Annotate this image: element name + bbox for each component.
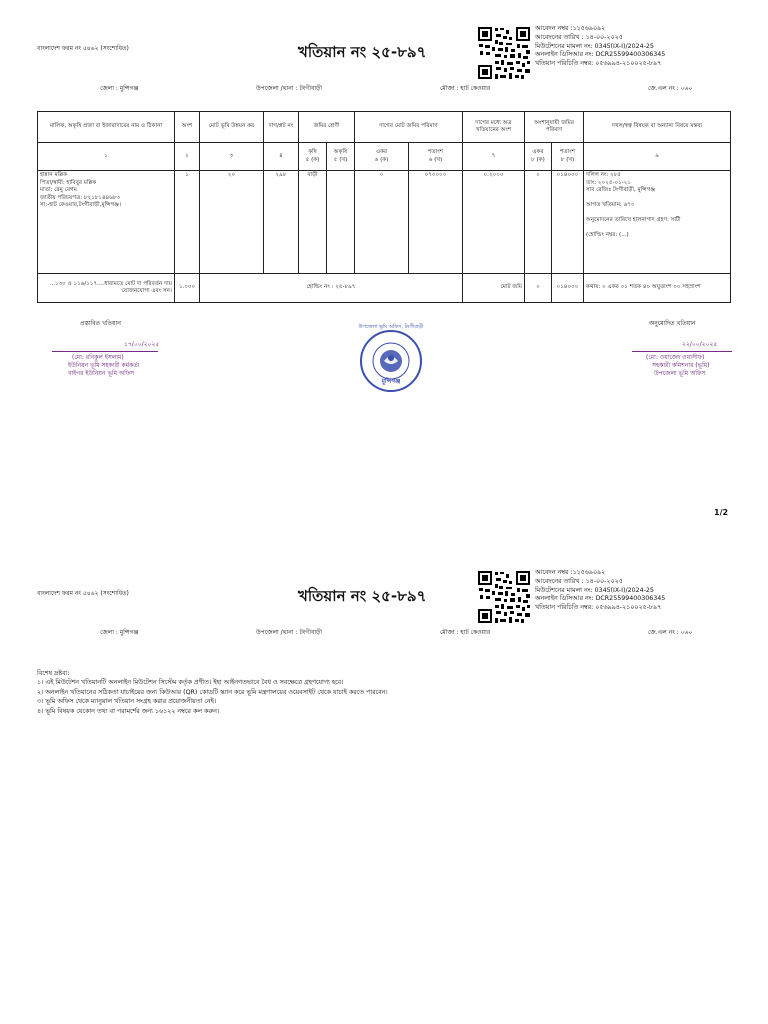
online-dcr-number: অনলাইন ডিসিআর নং: DCR25599400306345: [535, 51, 666, 59]
header-land-amount: অংশানুযায়ী জমির পরিমাণ: [525, 112, 584, 143]
table-footer-row: [38, 274, 731, 303]
sub-ekar-a: একর ৬ (ক): [355, 143, 409, 171]
note-item: ৪। ভূমি বিষয়ক যেকোন তথ্য বা পরামর্শের জন্য ১৬১২২ নম্বরে কল করুন।: [37, 707, 220, 715]
row-plot: ২৯৮: [264, 171, 299, 274]
header-owner: মালিক, অকৃষি প্রজা বা ইজারাদারের নাম ও ঠিকানা: [38, 112, 175, 143]
table-row: [38, 171, 731, 274]
footer-shotangsho: ০১৪০০০: [552, 274, 584, 303]
application-meta: [535, 25, 665, 69]
form-number-page2: বাংলাদেশ ফরম নং ৫৪৬২ (সংশোধিত): [37, 590, 129, 597]
upazila-page2: উপজেলা /থানা : টংগীবাড়ী: [256, 629, 323, 636]
header-land-class: জমির শ্রেণী: [299, 112, 355, 143]
note-item: ১। এই মিউটেশন খতিয়ানটি অনলাইন মিউটেশন সিস্টেম কর্তৃক প্রণীত। ইহা আইনগতভাবে বৈধ ও সবক্ষেত্রে গ্রহণযোগ্য হবে।: [37, 679, 344, 687]
application-date: আবেদনের তারিখ : ১৪-০০-২০২৫: [535, 33, 623, 41]
seal-arc-text: উপজেলা ভূমি অফিস, টংগীবাড়ী: [358, 324, 424, 330]
jl-number: জে.এল নং : ০৬০: [648, 85, 693, 92]
seal-bottom-text: মুন্সিগঞ্জ: [381, 378, 401, 385]
form-number: বাংলাদেশ ফরম নং ৫৪৬২ (সংশোধিত): [37, 45, 129, 52]
right-signer-office: উপজেলা ভূমি অফিস: [654, 370, 706, 377]
header-plot-total: দাগের মোট জমির পরিমাণ: [355, 112, 463, 143]
proposed-khatian-caption: প্রস্তাবিত খতিয়ান: [80, 320, 122, 327]
row-okrishi: [327, 171, 355, 274]
mutation-case-number: মিউটেশনের মামলা নং: 0345(IX-I)/2024-25: [535, 42, 654, 50]
left-signature-date: ১৭/০০/২০২৫: [124, 341, 160, 348]
row-share: ১: [175, 171, 200, 274]
district: জেলা : মুন্সিগঞ্জ: [100, 85, 139, 92]
footer-holding: হোল্ডিং নং : ২৫-৮৯৭: [200, 274, 463, 303]
col-number-7: ৭: [463, 143, 525, 171]
approved-khatian-caption: অনুমোদিত খতিয়ান: [649, 320, 696, 327]
left-signer-name: (মো: রবিকুল ইসলাম): [72, 354, 124, 361]
header-tax: মোট ভূমি উন্নয়ন কর: [200, 112, 264, 143]
sub-ekar-b: একর ৮ (ক): [525, 143, 552, 171]
col-number-4: ৪: [264, 143, 299, 171]
owner-details: হান্নান মল্লিক পিতা/স্বামী: হাবিবুর মল্লিক মাতা: রেনু বেগম জাতীয় পরিচয়পত্র: ৮২১৮১৪৪৬৮৩ সা:-হাট কেওয়ার,টংগীবাড়ী,মুন্সিগঞ্জ।: [38, 171, 175, 274]
qr-code-icon[interactable]: [476, 25, 532, 81]
application-date-page2: আবেদনের তারিখ : ১৪-০০-২০২৫: [535, 577, 623, 585]
col-number-2: ২: [175, 143, 200, 171]
footer-ekar: ০: [525, 274, 552, 303]
row-ekar-a: ০: [355, 171, 409, 274]
footer-share-total: ১.০০০: [175, 274, 200, 303]
page-number: 1/2: [714, 508, 729, 517]
special-notes: [37, 669, 388, 716]
right-signature-line: [632, 351, 732, 352]
left-signer-designation: ইউনিয়ন ভূমি সহকারী কর্মকর্তা: [68, 362, 140, 369]
application-number-page2: আবেদন নম্বর :১১৫৬৯০৯২: [535, 569, 606, 576]
note-item: ২। অনলাইন খতিয়ানের সঠিকতা যাচাইয়ের জন্য কিউআর (QR) কোডটি স্ক্যান করে ভূমি মন্ত্রণালয়ের ওয়েবসাইট থেকে যাচাই করতে পারবেন।: [37, 688, 388, 696]
row-tax: ২০: [200, 171, 264, 274]
sub-shotangsho-b: শতাংশ ৮ (খ): [552, 143, 584, 171]
office-seal: [358, 324, 424, 392]
header-remarks: দখল/স্বত্ব বিষয়ক বা অন্যান্য বিষয়ে মন্তব্য: [584, 112, 731, 143]
sub-shotangsho-a: শতাংশ ৬ (খ): [409, 143, 463, 171]
upazila: উপজেলা /থানা : টংগীবাড়ী: [256, 85, 323, 92]
header-plot: দাগ/প্লট নং: [264, 112, 299, 143]
right-signer-name: (মো: ওয়াজেদ ওয়াসীফ): [646, 354, 705, 361]
mouza: মৌজা : হাট কেওয়ার: [440, 85, 491, 92]
footer-in-words: কথায়: ০ একর ০১ শতক ৪০ অযুতাংশ ০০ সহস্রাংশ: [584, 274, 731, 303]
khatian-table: [37, 111, 731, 303]
col-number-1: ১: [38, 143, 175, 171]
district-page2: জেলা : মুন্সিগঞ্জ: [100, 629, 139, 636]
application-number: আবেদন নম্বর :১১৫৬৯০৯২: [535, 25, 606, 32]
khatian-title-page2: খতিয়ান নং ২৫-৮৯৭: [298, 587, 427, 605]
row-share-in-plot: ০.২০০০: [463, 171, 525, 274]
col-number-3: ৩: [200, 143, 264, 171]
footer-total-label: মোট জমি: [463, 274, 525, 303]
qr-code-page2-icon[interactable]: [476, 569, 532, 625]
khatian-id-number: খতিয়ান পরিচিতি নম্বর: ০৫৬৯৯৪-২১০০২৫-৮৯৭: [535, 60, 662, 68]
row-remarks: দলিল নং: ২৮৫ তাং: ২০২৫-০১-২১ সাব রেজিঃ টংগীবাড়ী, মুন্সিগঞ্জ আগত খতিয়ান: ৬৭০ অনুমোদনের তারিখে হালনাগাদ গ্রহণ: সাটী (হোল্ডিং নম্বর: (...): [584, 171, 731, 274]
mouza-page2: মৌজা : হাট কেওয়ার: [440, 629, 491, 636]
online-dcr-number-page2: অনলাইন ডিসিআর নং: DCR25599400306345: [535, 595, 666, 603]
sub-okrishi: অকৃষি ৫ (খ): [327, 143, 355, 171]
right-signature-date: ২২/০০/২০২৫: [682, 341, 718, 348]
sub-krishi: কৃষি ৫ (ক): [299, 143, 327, 171]
khatian-title: খতিয়ান নং ২৫-৮৯৭: [298, 43, 427, 61]
mutation-case-number-page2: মিউটেশনের মামলা নং: 0345(IX-I)/2024-25: [535, 586, 654, 594]
footer-note: ...১৩০ ও ১১৬/১১৭....ধারামতে মোট দা পরিবর্তন দায় যোজনযোগ্য এবং সন।: [38, 274, 175, 303]
header-share-in-plot: দাগের মধ্যে অত্র খতিয়ানের অংশ: [463, 112, 525, 143]
row-shotangsho-a: ০৭০০০০: [409, 171, 463, 274]
khatian-id-number-page2: খতিয়ান পরিচিতি নম্বর: ০৫৬৯৯৪-২১০০২৫-৮৯৭: [535, 604, 662, 612]
row-ekar-b: ০: [525, 171, 552, 274]
row-class: বাড়ী: [299, 171, 327, 274]
note-item: ৩। ভূমি অফিস থেকে ম্যানুয়াল খতিয়ান সংগ্রহ করার প্রয়োজনীয়তা নেই।: [37, 698, 217, 706]
row-shotangsho-b: ০১৪০০০: [552, 171, 584, 274]
left-signer-office: বাইগর ইউনিয়ন ভূমি অফিস: [68, 370, 135, 377]
header-share: অংশ: [175, 112, 200, 143]
notes-title: বিশেষ দ্রষ্টব্য:: [37, 670, 70, 677]
application-meta-page2: [535, 569, 665, 613]
jl-number-page2: জে.এল নং : ০৬০: [648, 629, 693, 636]
col-number-9: ৯: [584, 143, 731, 171]
left-signature-line: [52, 351, 158, 352]
right-signer-designation: সহকারী কমিশনার (ভূমি): [652, 362, 710, 369]
